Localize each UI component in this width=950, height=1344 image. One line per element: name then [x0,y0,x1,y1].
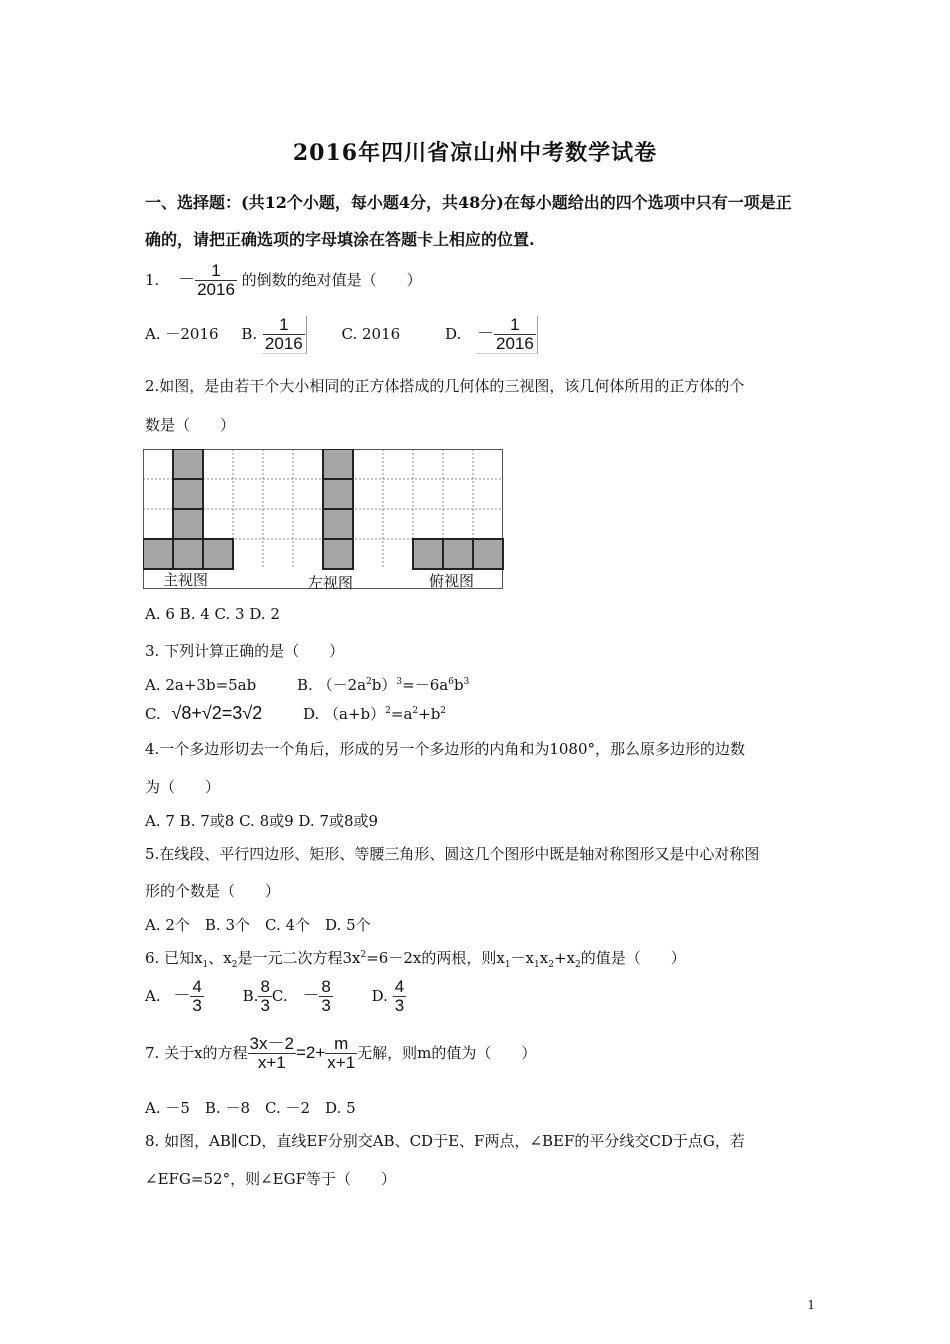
question-5-options: A. 2个 B. 3个 C. 4个 D. 5个 [145,916,371,934]
option-b-fraction: $\frac{1}{2016}$ [264,315,303,353]
left-view [323,449,353,569]
option-a: A. 2a+3b=5ab [145,676,257,694]
question-1 [145,262,422,299]
three-views-figure [143,449,505,592]
option-b: B. $(-2a^2b)^3=-6a^6b^3$ [297,676,470,694]
question-6-stem: 6. 已知$x_1$、$x_2$是一元二次方程$3x^2=6-2x$的两根，则$x_1-x_1x_2+x_2$的值是（ ） [145,949,686,970]
option-c-expression: √8+√2=3√2 [171,703,263,723]
option-c-label: C. [271,986,288,1005]
equation-fraction-1: $\frac{3x-2}{x+1}$ [249,1034,294,1072]
option-a: A. －2016 [145,324,219,343]
question-5-line2: 形的个数是（ ） [145,882,281,900]
question-5-line1: 5.在线段、平行四边形、矩形、等腰三角形、圆这几个图形中既是轴对称图形又是中心对称图 [145,845,760,863]
label-top-view: 俯视图 [429,572,475,590]
option-a-label: A. [145,986,161,1005]
option-a-fraction: $\frac{4}{3}$ [192,977,202,1015]
page-number: 1 [807,1298,815,1312]
option-b-label: B. [242,986,259,1005]
option-d-label: D. [371,986,388,1005]
question-4-line1: 4.一个多边形切去一个角后，形成的另一个多边形的内角和为1080°，那么原多边形的边数 [145,740,745,758]
question-2-options: A. 6 B. 4 C. 3 D. 2 [145,605,280,623]
option-d: D. $(a+b)^2=a^2+b^2$ [302,705,447,723]
question-1-options: A. －2016 B. $\frac{1}{2016}$ C. 2016 D. － $\frac{1}{2016}$ [145,316,538,354]
label-front-view: 主视图 [163,571,209,589]
question-3-stem: 3. 下列计算正确的是（ ） [145,642,345,660]
option-d-fraction: $\frac{4}{3}$ [394,977,405,1015]
question-stem: 的倒数的绝对值是（ ） [241,270,422,289]
option-c: C. 2016 [341,324,401,343]
option-b-fraction: $\frac{8}{3}$ [260,977,270,1015]
option-c-label: C. [145,705,161,723]
question-number: 1. [145,270,160,289]
page-title: 2016年四川省凉山州中考数学试卷 [292,140,658,166]
question-4-line2: 为（ ） [145,778,221,796]
fraction: $\frac{1}{2016}$ [197,261,235,299]
equation-fraction-2: $\frac{m}{x+1}$ [327,1034,356,1072]
question-3-options-cd [145,703,446,724]
question-2-line2: 数是（ ） [145,416,236,434]
option-d-label: D. [444,324,462,343]
option-d-fraction: $\frac{1}{2016}$ [496,315,534,353]
section-heading-line1: 一、选择题：(共12个小题，每小题4分，共48分)在每小题给出的四个选项中只有一项是正 [145,193,792,212]
top-view [413,539,503,569]
section-heading-line2: 确的，请把正确选项的字母填涂在答题卡上相应的位置. [145,230,535,249]
frac-sign: － [178,269,196,289]
question-3-options-ab [145,674,469,695]
question-7-stem: 7. 关于x的方程 $\frac{3x-2}{x+1}$ =2+ $\frac{m}{x+1}$ 无解，则m的值为（ ） [145,1034,537,1072]
question-4-options: A. 7 B. 7或8 C. 8或9 D. 7或8或9 [145,812,379,830]
option-c-fraction: $\frac{8}{3}$ [321,977,331,1015]
question-8-line2: ∠EFG=52°，则∠EGF等于（ ） [145,1170,396,1188]
option-b-label: B. [241,324,258,343]
question-6-options: A. － $\frac{4}{3}$ B. $\frac{8}{3}$ C. － $\frac{8}{3}$ D. $\frac{4}{3}$ [145,977,405,1015]
three-views-svg [143,449,505,589]
label-left-view: 左视图 [308,574,354,592]
question-8-line1: 8. 如图，AB∥CD，直线EF分别交AB、CD于E、F两点，∠BEF的平分线交CD于点G，若 [145,1132,745,1150]
question-2-line1: 2.如图，是由若干个大小相同的正方体搭成的几何体的三视图，该几何体所用的正方体的个 [145,377,745,395]
question-7-options: A. －5 B. －8 C. －2 D. 5 [145,1099,356,1117]
